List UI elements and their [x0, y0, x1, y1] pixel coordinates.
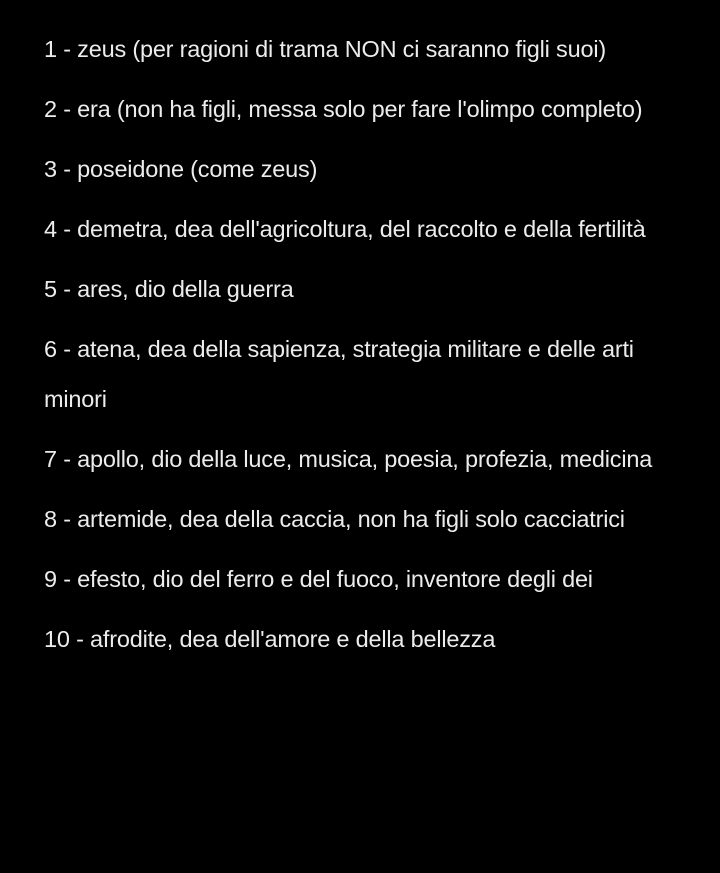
- note-line-efesto: 9 - efesto, dio del ferro e del fuoco, inventore degli dei: [44, 566, 593, 592]
- note-line-apollo: 7 - apollo, dio della luce, musica, poesia, profezia, medicina: [44, 446, 653, 472]
- note-line-artemide: 8 - artemide, dea della caccia, non ha figli solo cacciatrici: [44, 506, 625, 532]
- note-line-era: 2 - era (non ha figli, messa solo per fare l'olimpo completo): [44, 96, 643, 122]
- note-line-zeus: 1 - zeus (per ragioni di trama NON ci saranno figli suoi): [44, 36, 606, 62]
- note-line-poseidone: 3 - poseidone (come zeus): [44, 156, 318, 182]
- note-line-afrodite: 10 - afrodite, dea dell'amore e della bellezza: [44, 626, 496, 652]
- note-line-ares: 5 - ares, dio della guerra: [44, 276, 294, 302]
- note-line-demetra: 4 - demetra, dea dell'agricoltura, del raccolto e della fertilità: [44, 216, 646, 242]
- note-text-body[interactable]: [44, 24, 684, 674]
- note-line-atena: 6 - atena, dea della sapienza, strategia militare e delle arti minori: [44, 336, 634, 412]
